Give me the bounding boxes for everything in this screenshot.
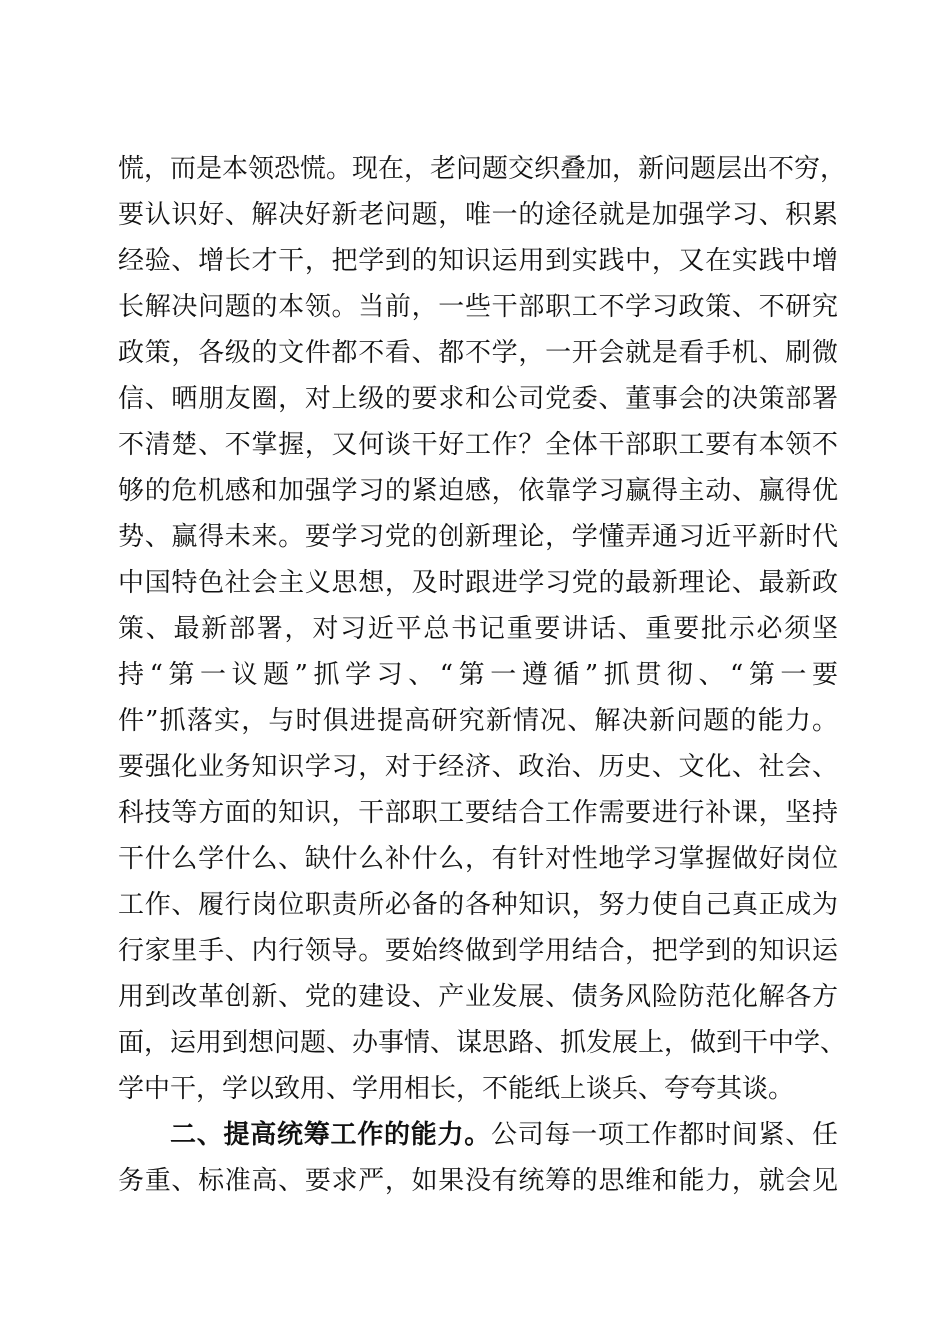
- paragraph-line: 慌，而是本领恐慌。现在，老问题交织叠加，新问题层出不穷，: [118, 154, 847, 184]
- paragraph-line: 策、最新部署，对习近平总书记重要讲话、重要批示必须坚: [118, 614, 838, 644]
- paragraph-line: 够的危机感和加强学习的紧迫感，依靠学习赢得主动、赢得优: [118, 476, 838, 506]
- paragraph-line: 信、晒朋友圈，对上级的要求和公司党委、董事会的决策部署: [118, 384, 838, 414]
- paragraph-line: 用到改革创新、党的建设、产业发展、债务风险防范化解各方: [118, 982, 838, 1012]
- paragraph-line: 干什么学什么、缺什么补什么，有针对性地学习掌握做好岗位: [118, 844, 838, 874]
- paragraph-line: 长解决问题的本领。当前，一些干部职工不学习政策、不研究: [118, 292, 838, 322]
- paragraph-line: 经验、增长才干，把学到的知识运用到实践中，又在实践中增: [118, 246, 838, 276]
- paragraph-line: 政策，各级的文件都不看、都不学，一开会就是看手机、刷微: [118, 338, 838, 368]
- paragraph-line: 工作、履行岗位职责所必备的各种知识，努力使自己真正成为: [118, 890, 838, 920]
- paragraph-line: 学中干，学以致用、学用相长，不能纸上谈兵、夸夸其谈。: [118, 1074, 795, 1104]
- paragraph-line: 不清楚、不掌握，又何谈干好工作？全体干部职工要有本领不: [118, 430, 838, 460]
- paragraph-line: 要强化业务知识学习，对于经济、政治、历史、文化、社会、: [118, 752, 838, 782]
- paragraph-line: 面，运用到想问题、办事情、谋思路、抓发展上，做到干中学、: [118, 1028, 847, 1058]
- section-text: 公司每一项工作都时间紧、任: [491, 1120, 838, 1150]
- paragraph-line: 务重、标准高、要求严，如果没有统筹的思维和能力，就会见: [118, 1166, 838, 1196]
- paragraph-line: 持“第一议题”抓学习、“第一遵循”抓贯彻、“第一要: [118, 660, 838, 690]
- paragraph-line: 件”抓落实，与时俱进提高研究新情况、解决新问题的能力。: [118, 706, 838, 736]
- section-heading: 二、提高统筹工作的能力。: [170, 1120, 491, 1150]
- paragraph-line: 行家里手、内行领导。要始终做到学用结合，把学到的知识运: [118, 936, 838, 966]
- section-heading-line: [170, 1115, 838, 1155]
- paragraph-line: 中国特色社会主义思想，及时跟进学习党的最新理论、最新政: [118, 568, 838, 598]
- paragraph-line: 科技等方面的知识，干部职工要结合工作需要进行补课，坚持: [118, 798, 838, 828]
- paragraph-line: 要认识好、解决好新老问题，唯一的途径就是加强学习、积累: [118, 200, 838, 230]
- paragraph-line: 势、赢得未来。要学习党的创新理论，学懂弄通习近平新时代: [118, 522, 838, 552]
